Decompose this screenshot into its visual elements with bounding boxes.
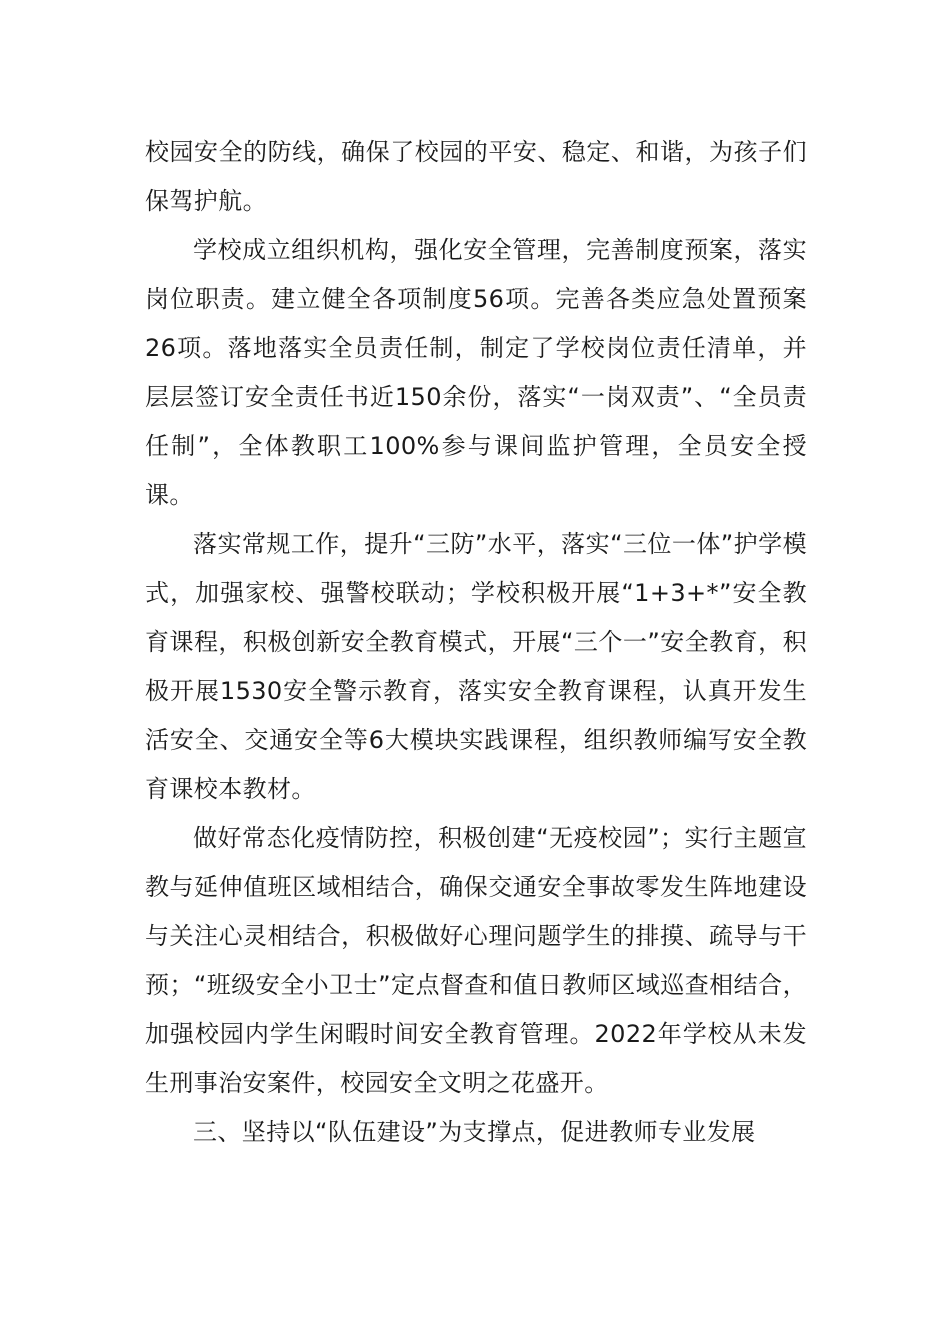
paragraph-routine-work: 落实常规工作，提升“三防”水平，落实“三位一体”护学模式，加强家校、强警校联动；学校积极开展“1+3+*”安全教育课程，积极创新安全教育模式，开展“三个一”安全教育，积极开展1530安全警示教育，落实安全教育课程，认真开发生活安全、交通安全等6大模块实践课程，组织教师编写安全教育课校本教材。 (145, 530, 807, 803)
section-heading-team-building: 三、坚持以“队伍建设”为支撑点，促进教师专业发展 (193, 1118, 756, 1146)
paragraph-campus-safety-closing: 校园安全的防线，确保了校园的平安、稳定、和谐，为孩子们保驾护航。 (145, 138, 807, 215)
document-body (145, 128, 807, 1157)
paragraph-epidemic-prevention: 做好常态化疫情防控，积极创建“无疫校园”；实行主题宣教与延伸值班区域相结合，确保交通安全事故零发生阵地建设与关注心灵相结合，积极做好心理问题学生的排摸、疏导与干预；“班级安全小卫士”定点督查和值日教师区域巡查相结合，加强校园内学生闲暇时间安全教育管理。2022年学校从未发生刑事治安案件，校园安全文明之花盛开。 (145, 824, 807, 1097)
paragraph-safety-management: 学校成立组织机构，强化安全管理，完善制度预案，落实岗位职责。建立健全各项制度56项。完善各类应急处置预案26项。落地落实全员责任制，制定了学校岗位责任清单，并层层签订安全责任书近150余份，落实“一岗双责”、“全员责任制”，全体教职工100%参与课间监护管理，全员安全授课。 (145, 236, 807, 509)
